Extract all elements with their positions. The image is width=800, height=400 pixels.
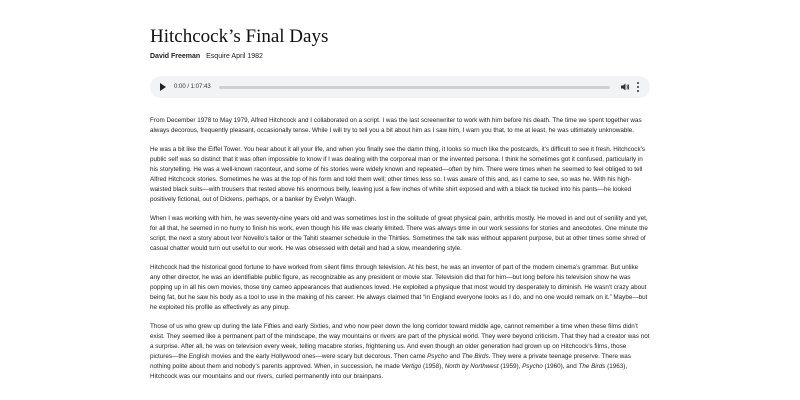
paragraph-text: (1959), [498, 363, 523, 370]
paragraph-text: He was a bit like the Eiffel Tower. You hear about it all your life, and when you finally see the damn thing, it looks so much like the postcards, it’s difficult to see it fresh. Hitchcock’s public self was so distinct that it was often impossible to know if I was dealing with the corporeal man or the invented persona. I think he sometimes got it confused, particularly in his storytelling. He was a well-known raconteur, and some of his stories were widely known and repeated—often by him. There were times when he seemed to feel obliged to tell Alfred Hitchcock stories. Sometimes he was at the top of his form and told them well; other times less so. I was aware of this and, as I came to see, so was he. With his high-waisted black suits—with trousers that rested above his enormous belly, leaving just a few inches of white shirt exposed and with a black tie tucked into his pants—he looked positively fictional, out of Dickens, perhaps, or a banker by Evelyn Waugh. [150, 146, 646, 203]
paragraph-text: Those of us who grew up during the late Fifties and early Sixties, and who now peer down the long corridor toward middle age, cannot remember a time when these films didn’t exist. They seemed like a permanent part of the mindscape, the way mountains or rivers are part of the physical world. They were beyond criticism. That they had a creator was not a surprise. After all, he was on television every week, telling macabre stories, frightening us. And even though an older generation had grown up on Hitchcock’s films, those pictures—the English movies and the early Hollywood ones—were scary but decorous. Then came [150, 323, 650, 360]
more-options-icon[interactable] [636, 82, 640, 92]
article-paragraph [150, 214, 650, 254]
paragraph-text: (1958), [421, 363, 445, 370]
publication-source: Esquire April 1982 [206, 53, 263, 60]
article-paragraph [150, 116, 650, 136]
paragraph-text: From December 1978 to May 1979, Alfred Hitchcock and I collaborated on a script. I was the last screenwriter to work with him before his death. The time we spent together was always decorous, frequently pleasant, occasionally tense. While I will try to tell you a bit about him as I saw him, I warn you that, to me at least, he was ultimately unknowable. [150, 117, 642, 134]
author-name: David Freeman [150, 53, 201, 60]
paragraph-text: Hitchcock had the historical good fortune to have worked from silent films through television. At his best, he was an inventor of part of the modern cinema’s grammar. But unlike any other director, he was an identifiable public figure, as recognizable as any president or movie star. Television did that for him—but long before his television show he was popping up in all his own movies, those tiny cameo appearances that audiences loved. He exploited a physique that most would try desperately to diminish. He wasn’t crazy about being fat, but he saw his body as a tool to use in the making of his career. He always claimed that “in England everyone looks as I do, and no one would remark on it.” Maybe—but he exploited his profile as effectively as any pinup. [150, 264, 648, 311]
film-title: The Birds [461, 353, 489, 360]
time-display: 0:00 / 1:07:43 [174, 84, 211, 90]
play-icon[interactable] [160, 83, 166, 91]
film-title: Psycho [427, 353, 448, 360]
paragraph-text: and [447, 353, 462, 360]
paragraph-text: (1963), Hitchcock was our mountains and our rivers, curled permanently into our brainpans. [150, 363, 628, 380]
article-paragraph [150, 263, 650, 313]
film-title: Psycho [522, 363, 543, 370]
article-title: Hitchcock’s Final Days [150, 26, 329, 47]
article-body [150, 116, 650, 391]
progress-bar[interactable] [219, 86, 610, 89]
volume-icon[interactable] [620, 82, 630, 92]
paragraph-text: When I was working with him, he was seventy-nine years old and was sometimes lost in the solitude of great physical pain, arthritis mostly. He moved in and out of senility and yet, for all that, he seemed in no hurry to finish his work, even though his life was clearly limited. There was always time in our work sessions for stories and anecdotes. One minute the script, the next a story about Ivor Novello’s tailor or the Tahiti steamer schedule in the Thirties. Sometimes the talk was without apparent purpose, but at other times some shred of casual chatter would turn out useful to our work. He was obsessed with detail and had a slow, meandering style. [150, 215, 648, 252]
byline [150, 52, 263, 62]
film-title: The Birds [578, 363, 606, 370]
article-paragraph [150, 145, 650, 205]
paragraph-text: (1960), and [542, 363, 579, 370]
paragraph-text: . They were a private teenage preserve. There was nothing polite about them and nobody’s parents approved. When, in succession, he made [150, 353, 631, 370]
film-title: North by Northwest [444, 363, 499, 370]
audio-player[interactable] [150, 76, 650, 98]
film-title: Vertigo [401, 363, 422, 370]
article-paragraph [150, 322, 650, 382]
